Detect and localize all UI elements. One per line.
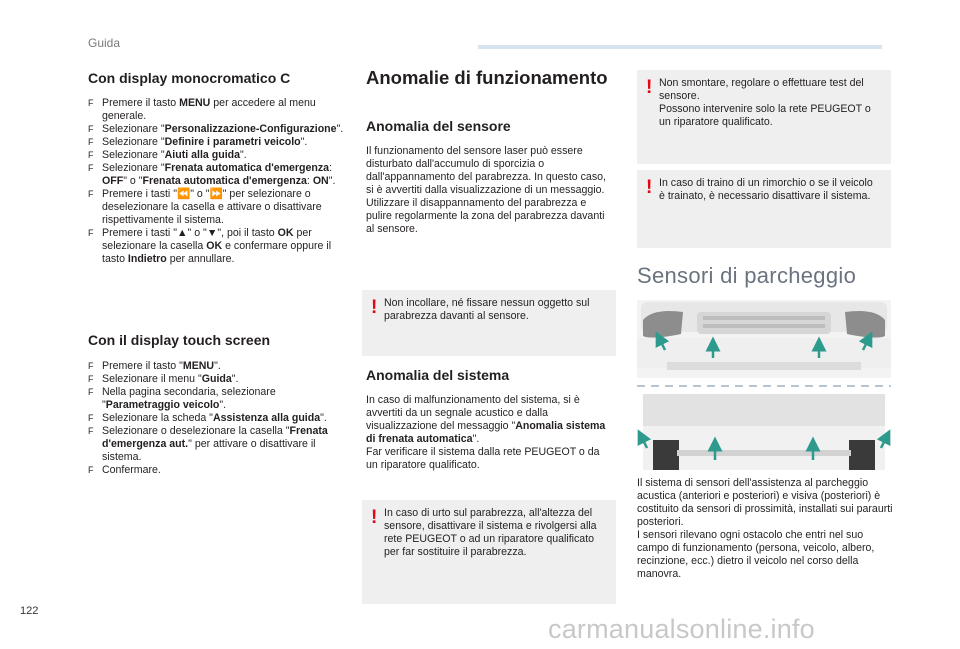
list-item: F Selezionare "Personalizzazione-Configurazione". bbox=[88, 123, 344, 135]
list-item: F Premere il tasto "MENU". bbox=[88, 360, 221, 372]
section-header: Guida bbox=[88, 36, 121, 50]
warning-box-windscreen-objects bbox=[362, 290, 616, 356]
mono-display-steps bbox=[88, 97, 346, 266]
touch-display-title: Con il display touch screen bbox=[88, 332, 271, 348]
warning-box-windscreen-impact bbox=[362, 500, 616, 604]
bullet-icon: F bbox=[88, 189, 94, 199]
list-item: F Premere il tasto MENU per accedere al menu generale. bbox=[88, 97, 316, 122]
parking-sensors-illustration bbox=[637, 300, 891, 472]
touch-display-steps bbox=[88, 360, 346, 477]
system-anomaly-title: Anomalia del sistema bbox=[366, 367, 510, 383]
rear-bumper-image bbox=[643, 394, 885, 470]
bullet-icon: F bbox=[88, 228, 94, 238]
bullet-icon: F bbox=[88, 361, 94, 371]
warning-box-sensor-tampering bbox=[637, 70, 891, 164]
list-item: F Selezionare "Aiuti alla guida". bbox=[88, 149, 247, 161]
list-item: F Selezionare "Frenata automatica d'emergenza: OFF" o "Frenata automatica d'emergenza: ON". bbox=[88, 162, 336, 187]
list-item: F Premere i tasti "▲" o "▼", poi il tasto OK per selezionare la casella OK e confermare oppure il tasto Indietro per annullare. bbox=[88, 227, 332, 265]
bullet-icon: F bbox=[88, 465, 94, 475]
warning-icon: ! bbox=[371, 507, 378, 528]
list-item: F Selezionare o deselezionare la casella "Frenata d'emergenza aut." per attivare o disattivare il sistema. bbox=[88, 425, 328, 463]
list-item: F Nella pagina secondaria, selezionare "Parametraggio veicolo". bbox=[88, 386, 276, 411]
parking-sensors-title: Sensori di parcheggio bbox=[637, 263, 857, 288]
header-bar bbox=[478, 45, 882, 49]
sensor-anomaly-title: Anomalia del sensore bbox=[366, 118, 511, 134]
warning-text: In caso di traino di un rimorchio o se il veicolo è trainato, è necessario disattivare il sistema. bbox=[659, 177, 873, 202]
list-item: F Selezionare la scheda "Assistenza alla guida". bbox=[88, 412, 327, 424]
front-bumper-image bbox=[637, 300, 891, 378]
watermark: carmanualsonline.info bbox=[548, 614, 815, 644]
warning-icon: ! bbox=[371, 297, 378, 318]
list-item: F Selezionare "Definire i parametri veicolo". bbox=[88, 136, 308, 148]
page-number: 122 bbox=[20, 605, 39, 617]
warning-text: In caso di urto sul parabrezza, all'altezza del sensore, disattivare il sistema e rivolgersi alla rete PEUGEOT o ad un riparatore qualificato per far sostituire il parabrezza. bbox=[384, 507, 597, 558]
anomalies-title: Anomalie di funzionamento bbox=[366, 67, 608, 88]
list-item: F Premere i tasti "⏪" o "⏩" per selezionare o deselezionare la casella e attivare o disattivare rispettivamente il sistema. bbox=[88, 188, 322, 226]
parking-sensors-text: Il sistema di sensori dell'assistenza al parcheggio acustica (anteriori e posteriori) e visiva (posteriori) è costituito da sensori di prossimità, installati sui paraurti posteriori. I sensori rilevano ogni ostacolo che entri nel suo campo di funzionamento (persona, veicolo, albero, recinzione, ecc.) dietro il veicolo nel corso della manovra. bbox=[637, 477, 893, 580]
bullet-icon: F bbox=[88, 426, 94, 436]
warning-box-towing bbox=[637, 170, 891, 248]
bullet-icon: F bbox=[88, 98, 94, 108]
bullet-icon: F bbox=[88, 413, 94, 423]
warning-icon: ! bbox=[646, 177, 653, 198]
bullet-icon: F bbox=[88, 124, 94, 134]
warning-text: Non smontare, regolare o effettuare test del sensore. Possono intervenire solo la rete PEUGEOT o un riparatore qualificato. bbox=[659, 77, 871, 128]
mono-display-title: Con display monocromatico C bbox=[88, 70, 291, 86]
bullet-icon: F bbox=[88, 137, 94, 147]
bullet-icon: F bbox=[88, 374, 94, 384]
sensor-anomaly-text: Il funzionamento del sensore laser può essere disturbato dall'accumulo di sporcizia o dall'appannamento del parabrezza. In questo caso, si è avvertiti dalla visualizzazione di un messaggio. Utilizzare il disappannamento del parabrezza e pulire regolarmente la zona del parabrezza davanti al sensore. bbox=[366, 145, 606, 235]
warning-icon: ! bbox=[646, 77, 653, 98]
list-item: F Confermare. bbox=[88, 464, 161, 476]
system-anomaly-text: In caso di malfunzionamento del sistema, si è avvertiti da un segnale acustico e dalla visualizzazione del messaggio "Anomalia sistema di frenata automatica". Far verificare il sistema dalla rete PEUGEOT o da un riparatore qualificato. bbox=[366, 394, 606, 471]
bullet-icon: F bbox=[88, 387, 94, 397]
bullet-icon: F bbox=[88, 150, 94, 160]
warning-text: Non incollare, né fissare nessun oggetto sul parabrezza davanti al sensore. bbox=[384, 297, 590, 322]
list-item: F Selezionare il menu "Guida". bbox=[88, 373, 239, 385]
bullet-icon: F bbox=[88, 163, 94, 173]
